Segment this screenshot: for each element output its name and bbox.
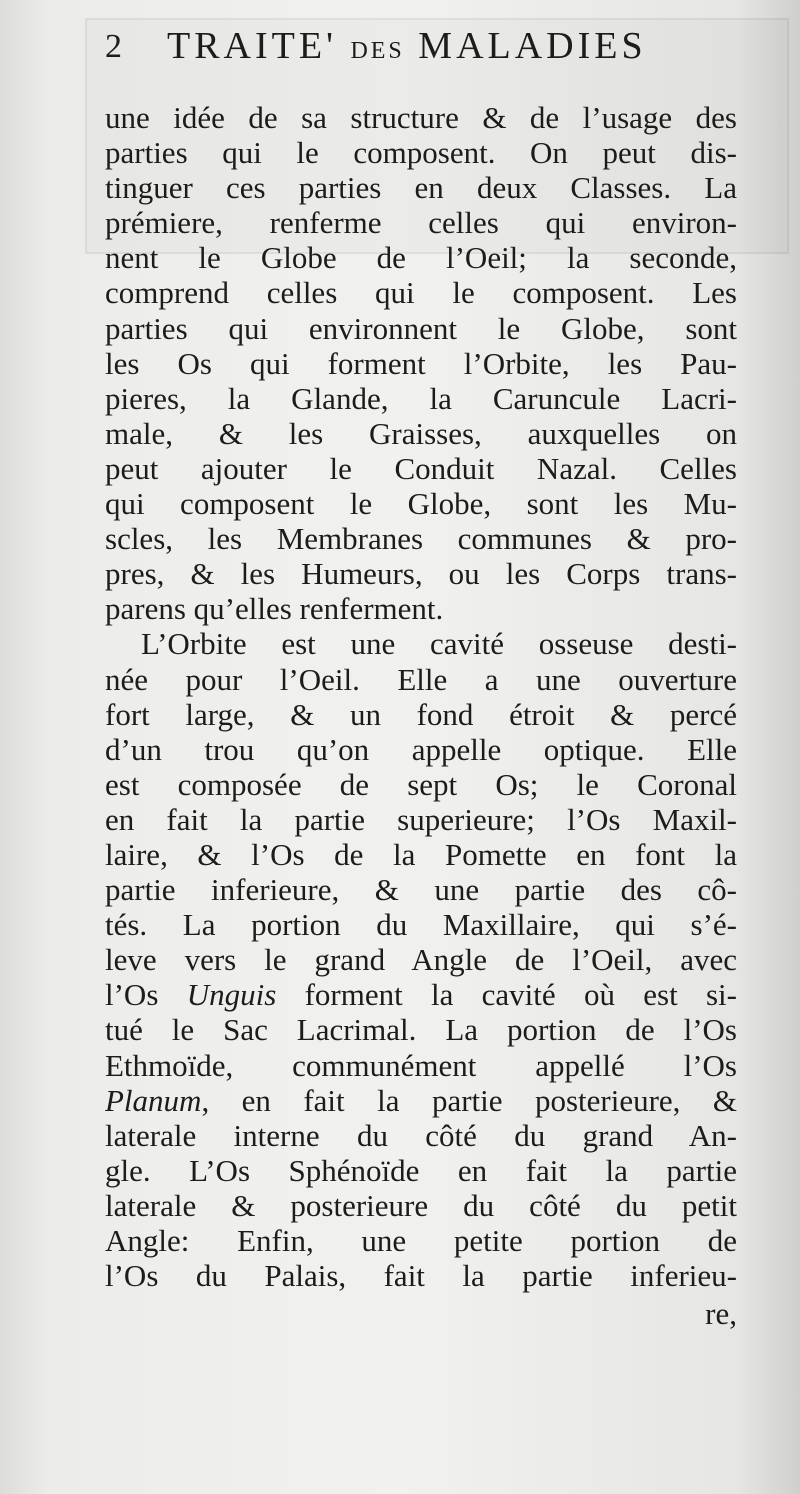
text-line: tés. La portion du Maxillaire, qui s’é- [105,907,737,943]
text-line: laterale interne du côté du grand An- [105,1117,737,1153]
running-title-part2: MALADIES [418,25,647,67]
text-line: parties qui environnent le Globe, sont [105,310,737,346]
running-header [105,22,745,72]
italic-term-unguis: Unguis [186,977,277,1013]
text-line: parties qui le composent. On peut dis- [105,135,737,171]
text-line: pieres, la Glande, la Caruncule Lacri- [105,380,737,416]
text-line: comprend celles qui le composent. Les [105,275,737,311]
text-line: l’Os du Palais, fait la partie inferieu- [105,1258,737,1294]
text-line: née pour l’Oeil. Elle a une ouverture [105,661,737,697]
running-title [167,24,647,68]
text-line [105,1083,737,1118]
text-line: qui composent le Globe, sont les Mu- [105,486,737,522]
text-line: une idée de sa structure & de l’usage des [105,100,737,135]
text-line: les Os qui forment l’Orbite, les Pau- [105,345,737,381]
text-line: tinguer ces parties en deux Classes. La [105,170,737,206]
page-number: 2 [105,28,122,65]
text-line: est composée de sept Os; le Coronal [105,766,737,802]
text-line: leve vers le grand Angle de l’Oeil, avec [105,942,737,978]
text-line: parens qu’elles renferment. [105,591,444,627]
catchword: re, [705,1296,737,1331]
text-line: en fait la partie superieure; l’Os Maxil- [105,801,737,837]
text-fragment: forment la cavité où est si- [304,977,737,1013]
text-line: Ethmoïde, communément appellé l’Os [105,1047,737,1083]
text-line [105,977,737,1012]
italic-term-planum: Planum [105,1082,202,1118]
text-fragment: , en fait la partie posterieure, & [201,1082,737,1118]
text-line: scles, les Membranes communes & pro- [105,521,737,557]
text-line: peut ajouter le Conduit Nazal. Celles [105,450,737,486]
text-fragment: l’Os [105,977,159,1013]
text-line: tué le Sac Lacrimal. La portion de l’Os [105,1012,737,1048]
paragraph-start-line: L’Orbite est une cavité osseuse desti- [141,626,737,662]
text-line: d’un trou qu’on appelle optique. Elle [105,731,737,767]
running-title-part1: TRAITE' [167,25,337,67]
text-line: pres, & les Humeurs, ou les Corps trans- [105,556,737,592]
text-line: nent le Globe de l’Oeil; la seconde, [105,240,737,276]
text-line: gle. L’Os Sphénoïde en fait la partie [105,1152,737,1188]
text-line: Angle: Enfin, une petite portion de [105,1223,737,1258]
text-line: partie inferieure, & une partie des cô- [105,872,737,908]
text-line: prémiere, renferme celles qui environ- [105,205,737,241]
text-line: laterale & posterieure du côté du petit [105,1187,737,1223]
text-line: male, & les Graisses, auxquelles on [105,415,737,451]
body-text [105,100,737,1293]
running-title-des: DES [350,38,405,64]
text-line: fort large, & un fond étroit & percé [105,696,737,732]
text-line: laire, & l’Os de la Pomette en font la [105,836,737,872]
